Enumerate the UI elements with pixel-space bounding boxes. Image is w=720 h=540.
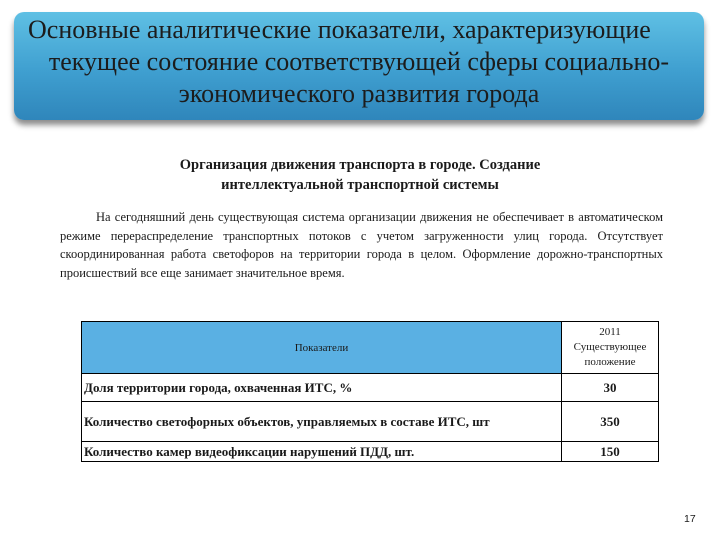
title-line: текущее состояние соответствующей сферы социально- [48,47,670,76]
header-year: 2011 [599,326,621,338]
row-value: 30 [562,374,659,402]
row-name: Количество светофорных объектов, управляемых в составе ИТС, шт [82,402,562,442]
title-line: экономического развития города [178,79,540,108]
row-value: 350 [562,402,659,442]
header-indicator: Показатели [82,322,562,374]
page-number: 17 [684,513,696,525]
row-name: Доля территории города, охваченная ИТС, % [82,374,562,402]
title-line: Основные аналитические показатели, характеризующие [28,15,651,44]
slide-title [14,14,704,110]
section-subtitle [100,155,620,195]
header-state-line: Существующее [573,341,647,353]
table-row [82,402,659,442]
subtitle-line: Организация движения транспорта в городе. Создание [179,157,541,173]
table-header-row [82,322,659,374]
header-current-state [562,322,659,374]
indicators-table [81,321,659,462]
table-row [82,374,659,402]
body-paragraph: На сегодняшний день существующая система организации движения не обеспечивает в автоматическом режиме перераспределение транспортных потоков с учетом загруженности улиц города. Отсутствует скоординированная работа светофоров на территории города в целом. Оформление дорожно-транспортных происшествий все еще занимает значительное время. [60,210,663,280]
row-value: 150 [562,442,659,462]
subtitle-line: интеллектуальной транспортной системы [221,177,499,193]
header-state-line: положение [584,356,636,368]
table-row [82,442,659,462]
row-name: Количество камер видеофиксации нарушений ПДД, шт. [82,442,562,462]
